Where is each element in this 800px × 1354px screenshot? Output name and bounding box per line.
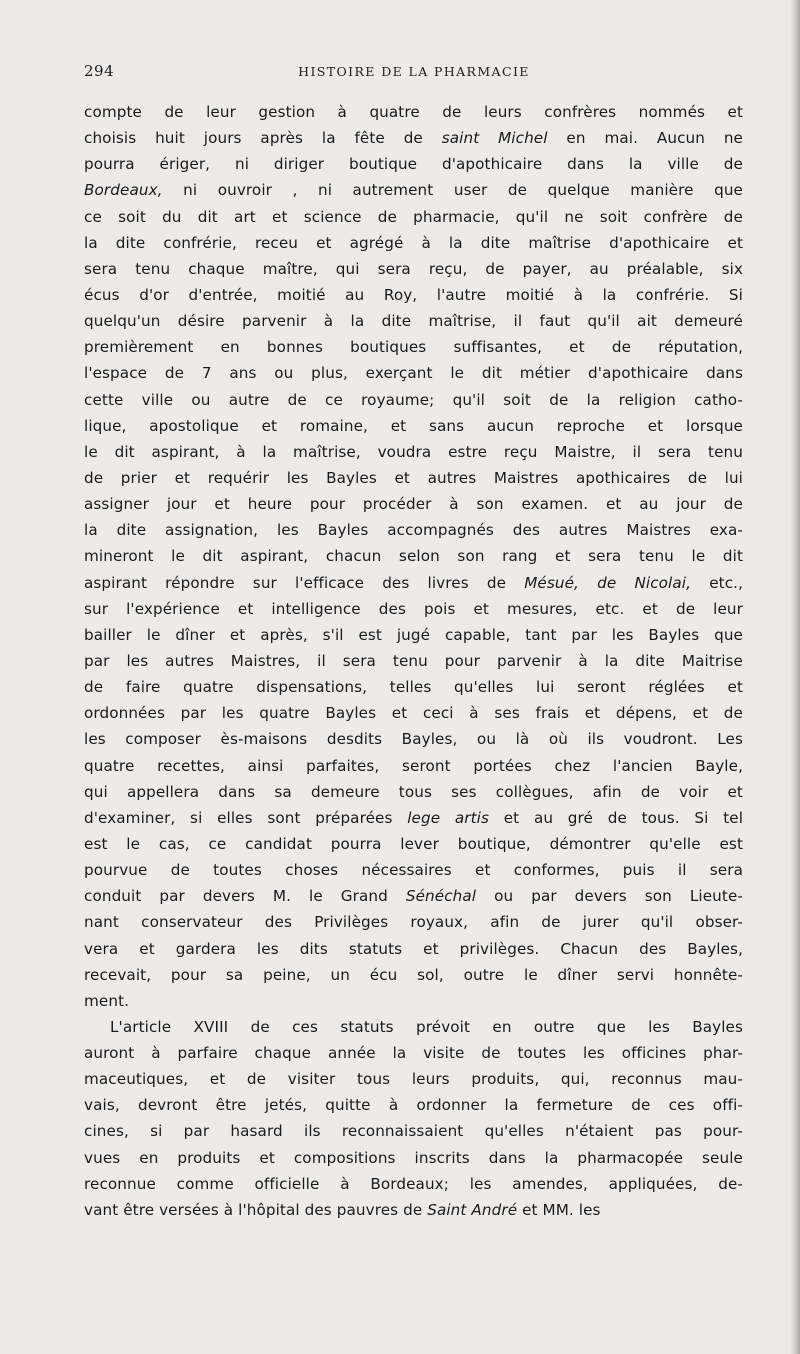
text-line [84,988,743,1014]
text-segment: etc., [691,573,743,592]
text-segment: par les autres Maistres, il sera tenu pour parvenir à la dite Maitrise [84,651,743,670]
text-line [84,753,743,779]
text-line [84,177,743,203]
text-segment: lique, apostolique et romaine, et sans aucun reproche et lorsque [84,416,743,435]
italic-text: saint Michel [441,129,548,148]
italic-text: Saint André [427,1200,518,1219]
text-segment: en mai. Aucun ne [547,129,743,148]
paragraph [84,1014,743,1223]
text-segment: pourvue de toutes choses nécessaires et conformes, puis il sera [84,861,743,880]
text-line [84,204,743,230]
text-line [84,360,743,386]
text-line [84,700,743,726]
text-segment: assigner jour et heure pour procéder à son examen. et au jour de [84,495,743,514]
text-line [84,1092,743,1118]
text-segment: ordonnées par les quatre Bayles et ceci à ses frais et dépens, et de [84,704,743,723]
text-line [84,543,743,569]
page-header [84,62,744,84]
text-line [84,1066,743,1092]
text-segment: pourra ériger, ni diriger boutique d'apothicaire dans la ville de [84,155,743,174]
text-line [84,387,743,413]
text-line [84,726,743,752]
text-line [84,1145,743,1171]
text-segment: les composer ès-maisons desdits Bayles, ou là où ils voudront. Les [84,730,743,749]
text-line [84,909,743,935]
text-segment: nant conservateur des Privilèges royaux, afin de jurer qu'il obser- [84,913,743,932]
text-segment: ou par devers son Lieute- [476,887,743,906]
text-line [84,230,743,256]
text-segment: reconnue comme officielle à Bordeaux; les amendes, appliquées, de- [84,1174,743,1193]
book-spine-edge [790,0,800,1354]
italic-text: lege artis [407,808,490,827]
body-text [84,99,743,1223]
text-segment: sur l'expérience et intelligence des pois et mesures, etc. et de leur [84,599,743,618]
text-line [84,1197,743,1223]
italic-text: Sénéchal [405,887,477,906]
text-line [84,805,743,831]
text-segment: aspirant répondre sur l'efficace des livres de [84,573,525,592]
italic-text: Mésué, de Nicolai, [524,573,692,592]
text-segment: vais, devront être jetés, quitte à ordonner la fermeture de ces offi- [84,1096,743,1115]
text-line [84,465,743,491]
text-segment: vera et gardera les dits statuts et privilèges. Chacun des Bayles, [84,939,743,958]
text-line [84,596,743,622]
page-number: 294 [84,62,115,80]
text-line [84,99,743,125]
text-segment: conduit par devers M. le Grand [84,887,406,906]
text-line [84,491,743,517]
text-segment: de faire quatre dispensations, telles qu'elles lui seront réglées et [84,678,743,697]
text-line [84,1171,743,1197]
text-line [84,622,743,648]
text-line [84,517,743,543]
running-title: HISTOIRE DE LA PHARMACIE [298,64,530,79]
text-segment: l'espace de 7 ans ou plus, exerçant le dit métier d'apothicaire dans [84,364,743,383]
text-line [84,1040,743,1066]
text-line [84,1014,743,1040]
text-segment: recevait, pour sa peine, un écu sol, outre le dîner servi honnête- [84,965,743,984]
text-segment: quelqu'un désire parvenir à la dite maîtrise, il faut qu'il ait demeuré [84,312,743,331]
italic-text: Bordeaux, [84,181,163,200]
text-segment: ment. [84,991,130,1010]
text-segment: de prier et requérir les Bayles et autres Maistres apothicaires de lui [84,468,743,487]
text-segment: cette ville ou autre de ce royaume; qu'il soit de la religion catho- [84,390,743,409]
text-segment: et au gré de tous. Si tel [489,808,744,827]
text-segment: premièrement en bonnes boutiques suffisantes, et de réputation, [84,338,743,357]
text-line [84,570,743,596]
text-segment: sera tenu chaque maître, qui sera reçu, de payer, au préalable, six [84,259,743,278]
text-segment: qui appellera dans sa demeure tous ses collègues, afin de voir et [84,782,743,801]
text-line [84,648,743,674]
text-segment: bailler le dîner et après, s'il est jugé capable, tant par les Bayles que [84,625,743,644]
text-line [84,256,743,282]
text-segment: vant être versées à l'hôpital des pauvres de [84,1200,428,1219]
text-line [84,883,743,909]
text-segment: quatre recettes, ainsi parfaites, seront portées chez l'ancien Bayle, [84,756,743,775]
text-segment: d'examiner, si elles sont préparées [84,808,408,827]
text-line [84,334,743,360]
text-segment: cines, si par hasard ils reconnaissaient qu'elles n'étaient pas pour- [84,1122,743,1141]
text-segment: choisis huit jours après la fête de [84,129,442,148]
text-segment: le dit aspirant, à la maîtrise, voudra estre reçu Maistre, il sera tenu [84,442,743,461]
text-segment: L'article XVIII de ces statuts prévoit en outre que les Bayles [110,1017,743,1036]
text-line [84,439,743,465]
text-segment: vues en produits et compositions inscrits dans la pharmacopée seule [84,1148,743,1167]
text-line [84,282,743,308]
text-segment: compte de leur gestion à quatre de leurs confrères nommés et [84,103,743,121]
text-line [84,857,743,883]
text-segment: ce soit du dit art et science de pharmacie, qu'il ne soit confrère de [84,207,743,226]
text-segment: mineront le dit aspirant, chacun selon son rang et sera tenu le dit [84,547,743,566]
text-line [84,151,743,177]
text-segment: la dite confrérie, receu et agrégé à la dite maîtrise d'apothicaire et [84,233,743,252]
paragraph [84,99,743,1014]
text-line [84,1118,743,1144]
text-line [84,936,743,962]
text-line [84,308,743,334]
text-line [84,125,743,151]
text-segment: la dite assignation, les Bayles accompagnés des autres Maistres exa- [84,521,743,540]
text-line [84,779,743,805]
text-segment: et MM. les [517,1200,601,1219]
text-segment: écus d'or d'entrée, moitié au Roy, l'autre moitié à la confrérie. Si [84,285,743,304]
text-segment: maceutiques, et de visiter tous leurs produits, qui, reconnus mau- [84,1070,743,1089]
text-line [84,413,743,439]
text-segment: auront à parfaire chaque année la visite de toutes les officines phar- [84,1044,743,1063]
text-segment: est le cas, ce candidat pourra lever boutique, démontrer qu'elle est [84,834,743,853]
text-line [84,962,743,988]
text-segment: ni ouvroir , ni autrement user de quelque manière que [162,181,743,200]
text-line [84,831,743,857]
text-line [84,674,743,700]
